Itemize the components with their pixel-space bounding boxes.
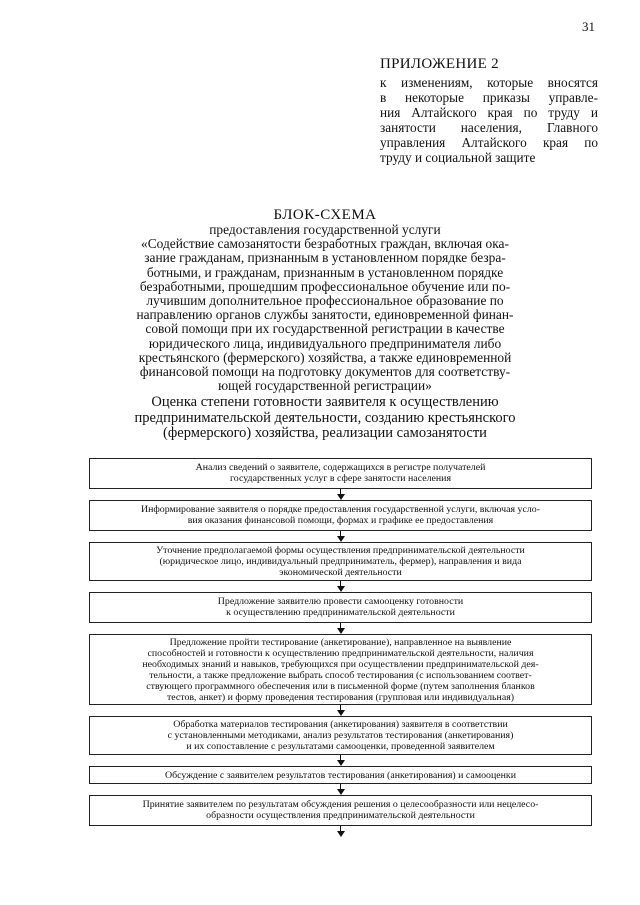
flow-step-line: экономической деятельности xyxy=(279,567,402,578)
flow-step-line: и их сопоставление с результатами самооценки, проведенной заявителем xyxy=(186,741,495,752)
flow-step-line: государственных услуг в сфере занятости населения xyxy=(229,473,451,484)
flow-step-line: способностей и готовности к осуществлению предпринимательской деятельности, наличия xyxy=(147,648,534,659)
appendix-line: в некоторые приказы управле- xyxy=(380,90,598,105)
flowchart xyxy=(89,458,592,837)
flow-step-testing-offer xyxy=(89,634,592,705)
scheme-line: юридического лица, индивидуального предпринимателя либо xyxy=(148,335,502,351)
flow-step-informing xyxy=(89,500,592,531)
assessment-line: Оценка степени готовности заявителя к осуществлению xyxy=(151,394,499,410)
flow-arrow-icon xyxy=(89,784,592,795)
flow-step-line: образности осуществления предпринимательской деятельности xyxy=(206,810,475,821)
scheme-line: финансовой помощи на подготовку документов для соответству- xyxy=(139,364,511,380)
flow-step-line: необходимых знаний и навыков, требующихся при осуществлении предпринимательской дея- xyxy=(142,659,539,670)
flow-step-line: вия оказания финансовой помощи, формах и графике ее предоставления xyxy=(187,515,494,526)
flow-step-discussion xyxy=(89,766,592,784)
appendix-block xyxy=(380,56,598,165)
scheme-line: крестьянского (фермерского) хозяйства, а также единовременной xyxy=(138,349,512,365)
scheme-line: зание гражданам, признанным в установленном порядке безра- xyxy=(144,250,506,266)
flow-step-self-assessment xyxy=(89,592,592,623)
flow-step-line: Анализ сведений о заявителе, содержащихся в регистре получателей xyxy=(195,462,486,473)
flow-step-line: тестов, анкет) и форму проведения тестирования (групповая или индивидуальная) xyxy=(166,692,515,703)
flow-step-decision xyxy=(89,795,592,826)
scheme-line: «Содействие самозанятости безработных граждан, включая ока- xyxy=(141,236,509,252)
scheme-description xyxy=(110,223,540,393)
flow-step-line: Информирование заявителя о порядке предоставления государственной услуги, включая усло- xyxy=(140,504,541,515)
appendix-title: ПРИЛОЖЕНИЕ 2 xyxy=(380,56,499,72)
flow-arrow-icon xyxy=(89,705,592,716)
appendix-line: труду и социальной защите xyxy=(380,150,536,165)
scheme-line: ющей государственной регистрации» xyxy=(218,378,432,394)
flow-arrow-icon xyxy=(89,531,592,542)
appendix-line: к изменениям, которые вносятся xyxy=(380,75,598,90)
flow-arrow-icon xyxy=(89,581,592,592)
flow-step-registry-analysis xyxy=(89,458,592,489)
appendix-line: занятости населения, Главного xyxy=(380,120,598,135)
scheme-line: направлению органов службы занятости, единовременной финан- xyxy=(136,307,514,323)
flow-step-line: Предложение заявителю провести самооценку готовности xyxy=(217,596,464,607)
assessment-heading xyxy=(110,395,540,442)
flow-step-form-clarification xyxy=(89,542,592,581)
flow-arrow-icon xyxy=(89,623,592,634)
flow-step-line: Обсуждение с заявителем результатов тестирования (анкетирования) и самооценки xyxy=(165,770,516,781)
flow-arrow-icon xyxy=(89,489,592,500)
scheme-heading xyxy=(110,207,540,393)
flow-step-line: ствующего программного обеспечения или в письменной форме (путем заполнения бланков xyxy=(146,681,535,692)
flow-step-line: Обработка материалов тестирования (анкетирования) заявителя в соответствии xyxy=(173,719,508,730)
appendix-line: ния Алтайского края по труду и xyxy=(380,105,598,120)
scheme-line: лучившим дополнительное профессиональное образование по xyxy=(146,293,504,309)
scheme-line: ботными, и гражданам, признанным в установленном порядке xyxy=(146,264,504,280)
flow-arrow-icon xyxy=(89,826,592,837)
flow-arrow-icon xyxy=(89,755,592,766)
flow-step-processing xyxy=(89,716,592,755)
flow-step-line: Уточнение предполагаемой формы осуществления предпринимательской деятельности xyxy=(156,545,525,556)
page-number: 31 xyxy=(582,19,595,34)
flow-step-line: тельности, а также предложение выбрать способ тестирования (с использованием соответ- xyxy=(149,670,532,681)
scheme-title: БЛОК-СХЕМА xyxy=(273,207,377,223)
flow-step-line: к осуществлению предпринимательской деятельности xyxy=(226,607,455,618)
flow-step-line: Предложение пройти тестирование (анкетирование), направленное на выявление xyxy=(169,637,512,648)
flow-step-line: с установленными методиками, анализ результатов тестирования (анкетирования) xyxy=(167,730,514,741)
flow-step-line: (юридическое лицо, индивидуальный предприниматель, фермер), направления и вида xyxy=(159,556,522,567)
scheme-line: безработными, прошедшим профессиональное обучение или по- xyxy=(139,278,511,294)
appendix-text xyxy=(380,75,598,165)
assessment-line: (фермерского) хозяйства, реализации самозанятости xyxy=(163,425,487,441)
assessment-line: предпринимательской деятельности, созданию крестьянского xyxy=(134,409,516,426)
scheme-line: предоставления государственной услуги xyxy=(209,222,441,237)
flow-step-line: Принятие заявителем по результатам обсуждения решения о целесообразности или нецелесо- xyxy=(142,799,539,810)
appendix-line: управления Алтайского края по xyxy=(380,135,598,150)
scheme-line: совой помощи при их государственной регистрации в качестве xyxy=(145,321,505,337)
